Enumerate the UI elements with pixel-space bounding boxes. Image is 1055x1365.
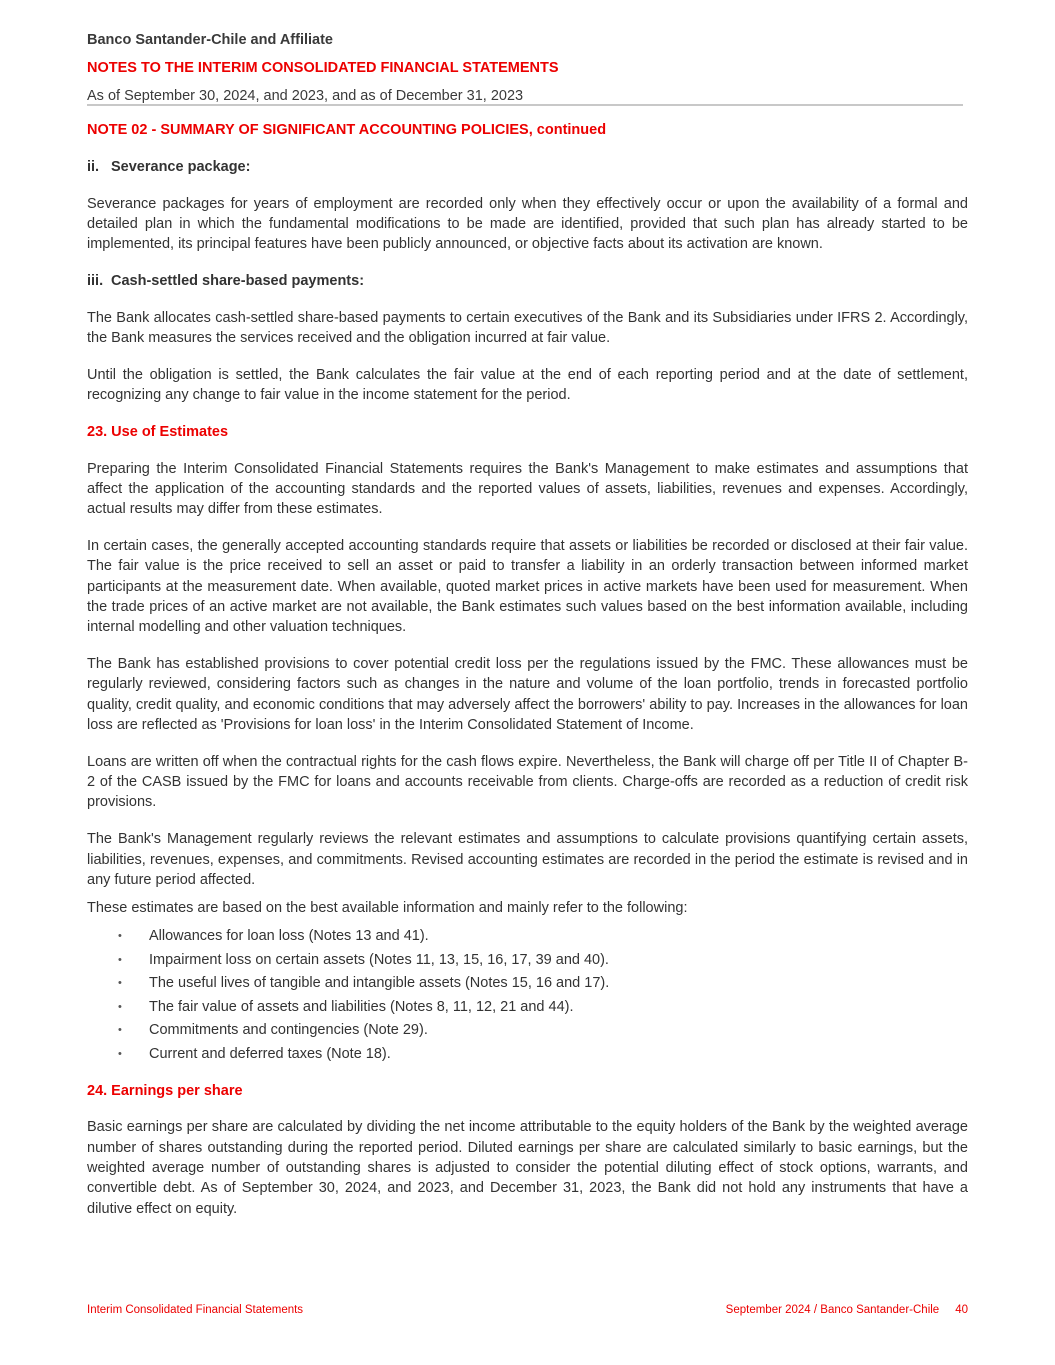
- estimates-paragraph-3: The Bank has established provisions to cover potential credit loss per the regulations issued by the FMC. These allowances must be regularly reviewed, considering factors such as changes in the nature and volume of the loan portfolio, trends in forecasted portfolio quality, credit quality, and economic conditions that may adversely affect the borrowers' ability to pay. Increases in the allowances for loan loss are reflected as 'Provisions for loan loss' in the Interim Consolidated Statement of Income.: [87, 656, 968, 734]
- page-header: [87, 30, 967, 106]
- company-name: Banco Santander-Chile and Affiliate: [87, 32, 333, 48]
- list-item: [87, 1044, 968, 1064]
- bullet-icon: •: [118, 1047, 122, 1060]
- list-item-text: The useful lives of tangible and intangible assets (Notes 15, 16 and 17).: [149, 975, 610, 992]
- as-of-date: As of September 30, 2024, and 2023, and as of December 31, 2023: [87, 88, 524, 104]
- footer-right-text: September 2024 / Banco Santander-Chile: [725, 1304, 940, 1316]
- list-item-text: Allowances for loan loss (Notes 13 and 41).: [149, 928, 429, 945]
- cash-settled-number: iii.: [87, 272, 104, 289]
- bullet-icon: •: [118, 977, 122, 990]
- list-item: [87, 926, 968, 946]
- bullet-icon: •: [118, 930, 122, 943]
- severance-number: ii.: [87, 158, 100, 175]
- header-divider: [87, 104, 963, 106]
- list-item: [87, 997, 968, 1017]
- footer-right: [726, 1302, 968, 1318]
- eps-heading: 24. Earnings per share: [87, 1082, 243, 1099]
- list-item-text: Impairment loss on certain assets (Notes 11, 13, 15, 16, 17, 39 and 40).: [149, 951, 609, 968]
- estimates-paragraph-4: Loans are written off when the contractual rights for the cash flows expire. Nevertheless, the Bank will charge off per Title II of Chapter B-2 of the CASB issued by the FMC for loans and accounts receivable from clients. Charge-offs are recorded as a reduction of credit risk provisions.: [87, 753, 968, 811]
- notes-title: NOTES TO THE INTERIM CONSOLIDATED FINANCIAL STATEMENTS: [87, 60, 559, 76]
- estimates-paragraph-6: These estimates are based on the best available information and mainly refer to the following:: [87, 900, 688, 917]
- page-number: 40: [955, 1304, 968, 1316]
- estimates-paragraph-5: The Bank's Management regularly reviews the relevant estimates and assumptions to calculate provisions quantifying certain assets, liabilities, revenues, expenses, and commitments. Revised accounting estimates are recorded in the period the estimate is revised and in any future period affected.: [87, 831, 968, 888]
- estimates-paragraph-2: In certain cases, the generally accepted accounting standards require that assets or liabilities be recorded or disclosed at their fair value. The fair value is the price received to sell an asset or paid to transfer a liability in an orderly transaction between informed market participants at the measurement date. When available, quoted market prices in active markets have been used for measurement. When the trade prices of an active market are not available, the Bank estimates such values based on the best information available, including internal modelling and other valuation techniques.: [87, 538, 968, 636]
- list-item-text: Commitments and contingencies (Note 29).: [149, 1022, 428, 1039]
- eps-paragraph: Basic earnings per share are calculated by dividing the net income attributable to the equity holders of the Bank by the weighted average number of shares outstanding during the reported period. Diluted earnings per share are calculated similarly to basic earnings, but the weighted average number of outstanding shares is adjusted to consider the potential diluting effect of stock options, warrants, and convertible debt. As of September 30, 2024, and 2023, and December 31, 2023, the Bank did not hold any instruments that have a dilutive effect on equity.: [87, 1119, 968, 1217]
- cash-settled-heading: [87, 271, 968, 291]
- list-item-text: Current and deferred taxes (Note 18).: [149, 1045, 391, 1062]
- severance-paragraph: Severance packages for years of employment are recorded only when they effectively occur or upon the availability of a formal and detailed plan in which the fundamental modifications to be made are identified, provided that such plan has already started to be implemented, its principal features have been publicly announced, or objective facts about its activation are known.: [87, 195, 968, 253]
- estimates-list: [87, 926, 968, 1064]
- note-heading: NOTE 02 - SUMMARY OF SIGNIFICANT ACCOUNTING POLICIES, continued: [87, 122, 607, 138]
- estimates-heading: 23. Use of Estimates: [87, 423, 229, 440]
- estimates-paragraph-1: Preparing the Interim Consolidated Financial Statements requires the Bank's Management to make estimates and assumptions that affect the application of the accounting standards and the reported values of assets, liabilities, revenues and expenses. Accordingly, actual results may differ from these estimates.: [87, 460, 968, 518]
- page-body: [87, 120, 968, 1219]
- cash-settled-paragraph-2: Until the obligation is settled, the Bank calculates the fair value at the end of each reporting period and at the date of settlement, recognizing any change to fair value in the income statement for the period.: [87, 366, 968, 404]
- footer-left: Interim Consolidated Financial Statements: [87, 1304, 304, 1316]
- list-item: [87, 973, 968, 993]
- severance-title: Severance package:: [111, 158, 251, 175]
- list-item: [87, 1020, 968, 1040]
- cash-settled-paragraph-1: The Bank allocates cash-settled share-based payments to certain executives of the Bank and its Subsidiaries under IFRS 2. Accordingly, the Bank measures the services received and the obligation incurred at fair value.: [87, 309, 968, 347]
- bullet-icon: •: [118, 953, 122, 966]
- severance-heading: [87, 157, 968, 177]
- list-item: [87, 950, 968, 970]
- cash-settled-title: Cash-settled share-based payments:: [111, 272, 365, 289]
- bullet-icon: •: [118, 1000, 122, 1013]
- bullet-icon: •: [118, 1024, 122, 1037]
- list-item-text: The fair value of assets and liabilities (Notes 8, 11, 12, 21 and 44).: [149, 998, 574, 1015]
